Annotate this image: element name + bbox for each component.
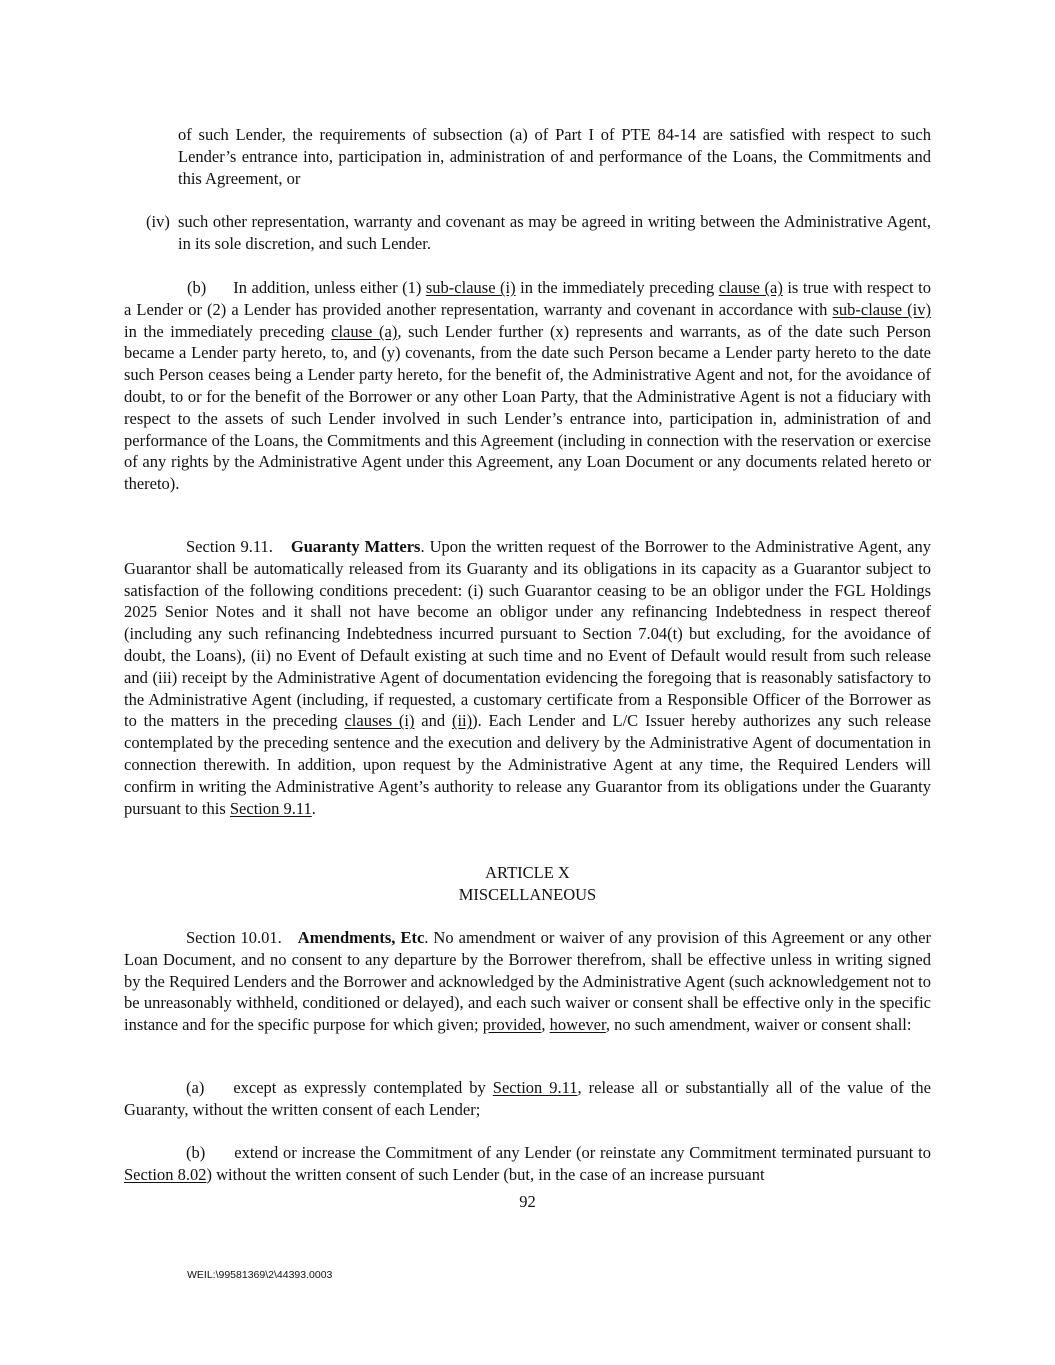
section-number: Section 10.01.: [186, 928, 282, 947]
text-run: in the immediately preceding: [515, 278, 719, 297]
text-run: , no such amendment, waiver or consent shall:: [605, 1015, 912, 1035]
text-run: .: [311, 798, 316, 818]
text-run: and: [414, 711, 452, 731]
clause-label-b: (b): [186, 1143, 206, 1162]
however-term: however: [549, 1015, 606, 1035]
sub-clause-iv-ref: sub-clause (iv): [832, 299, 931, 319]
paragraph-b: [124, 277, 931, 495]
paragraph-iv: [178, 211, 931, 255]
article-number: ARTICLE X: [485, 863, 570, 882]
text-run: . No amendment or waiver of any provision of this Agreement or any other Loan Document, and no consent to any departure by the Borrower therefrom, shall be effective unless in writing signed by the Required Lenders and the Borrower and acknowledged by the Administrative Agent (such acknowledgement not to be unreasonably withheld, conditioned or delayed), and each such waiver or consent shall be effective only in the specific instance and for the specific purpose for which given;: [124, 928, 931, 1035]
clause-label-iv: (iv): [146, 212, 170, 231]
text-run: is true with respect to a Lender or (2) a Lender has provided another representation, warranty and covenant in accordance with: [124, 278, 931, 319]
section-heading: Amendments, Etc: [297, 928, 425, 947]
section-9-11: [124, 536, 931, 819]
paragraph-10-a: [124, 1077, 931, 1121]
paragraph-text: such other representation, warranty and covenant as may be agreed in writing between the Administrative Agent, in its sole discretion, and such Lender.: [178, 212, 931, 253]
clause-a-ref-2: clause (a): [331, 321, 398, 341]
text-run: , such Lender further (x) represents and warrants, as of the date such Person became a Lender party hereto, to, and (y) covenants, from the date such Person became a Lender party hereto to the date such Person ceases being a Lender party hereto, for the benefit of, the Administrative Agent and not, for the avoidance of doubt, to or for the benefit of the Borrower or any other Loan Party, that the Administrative Agent is not a fiduciary with respect to the assets of such Lender involved in such Lender’s entrance into, participation in, administration of and performance of the Loans, the Commitments and this Agreement (including in connection with the reservation or exercise of any rights by the Administrative Agent under this Agreement, any Loan Document or any documents related hereto or thereto).: [124, 321, 931, 494]
paragraph-text: of such Lender, the requirements of subsection (a) of Part I of PTE 84-14 are satisfied with respect to such Lender’s entrance into, participation in, administration of and performance of the Loans, the Commitments and this Agreement, or: [178, 125, 931, 188]
provided-term: provided: [482, 1015, 542, 1035]
paragraph-iii-continuation: [178, 124, 931, 189]
section-9-11-ref: Section 9.11: [229, 798, 312, 818]
section-number: Section 9.11.: [186, 537, 273, 556]
document-footer-reference: WEIL:\99581369\2\44393.0003: [187, 1269, 333, 1281]
text-run: in the immediately preceding: [124, 321, 332, 341]
paragraph-10-b: [124, 1142, 931, 1186]
clauses-i-ref: clauses (i): [344, 711, 415, 731]
text-run: ). Each Lender and L/C Issuer hereby authorizes any such release contemplated by the preceding sentence and the execution and delivery by the Administrative Agent of documentation in connection therewith. In addition, upon request by the Administrative Agent at any time, the Required Lenders will confirm in writing the Administrative Agent’s authority to release any Guarantor from its obligations under the Guaranty pursuant to this: [124, 711, 931, 818]
clause-a-ref: clause (a): [718, 278, 783, 297]
section-9-11-ref: Section 9.11: [492, 1078, 578, 1097]
text-run: except as expressly contemplated by: [233, 1078, 493, 1097]
text-run: In addition, unless either (1): [233, 278, 426, 297]
text-run: ) without the written consent of such Lender (but, in the case of an increase pursuant: [206, 1164, 765, 1184]
text-run: extend or increase the Commitment of any Lender (or reinstate any Commitment terminated pursuant to: [234, 1143, 931, 1162]
section-10-01: [124, 927, 931, 1036]
article-title: MISCELLANEOUS: [458, 885, 597, 904]
section-8-02-ref: Section 8.02: [124, 1164, 207, 1184]
text-run: , release all or substantially all of the value of the Guaranty, without the written consent of each Lender;: [124, 1078, 932, 1119]
clause-ii-ref: (ii): [451, 711, 473, 731]
page-number: 92: [519, 1192, 536, 1211]
clause-label-a: (a): [186, 1078, 205, 1097]
text-run: ,: [541, 1015, 550, 1035]
sub-clause-i-ref: sub-clause (i): [425, 278, 516, 297]
text-run: . Upon the written request of the Borrower to the Administrative Agent, any Guarantor shall be automatically released from its Guaranty and its obligations in its capacity as a Guarantor subject to satisfaction of the following conditions precedent: (i) such Guarantor ceasing to be an obligor under the FGL Holdings 2025 Senior Notes and it shall not have become an obligor under any refinancing Indebtedness in respect thereof (including any such refinancing Indebtedness incurred pursuant to Section 7.04(t) but excluding, for the avoidance of doubt, the Loans), (ii) no Event of Default existing at such time and no Event of Default would result from such release and (iii) receipt by the Administrative Agent of documentation evidencing the foregoing that is reasonably satisfactory to the Administrative Agent (including, if requested, a customary certificate from a Responsible Officer of the Borrower as to the matters in the preceding: [124, 537, 931, 731]
section-heading: Guaranty Matters: [290, 537, 421, 556]
clause-label-b: (b): [187, 278, 207, 297]
